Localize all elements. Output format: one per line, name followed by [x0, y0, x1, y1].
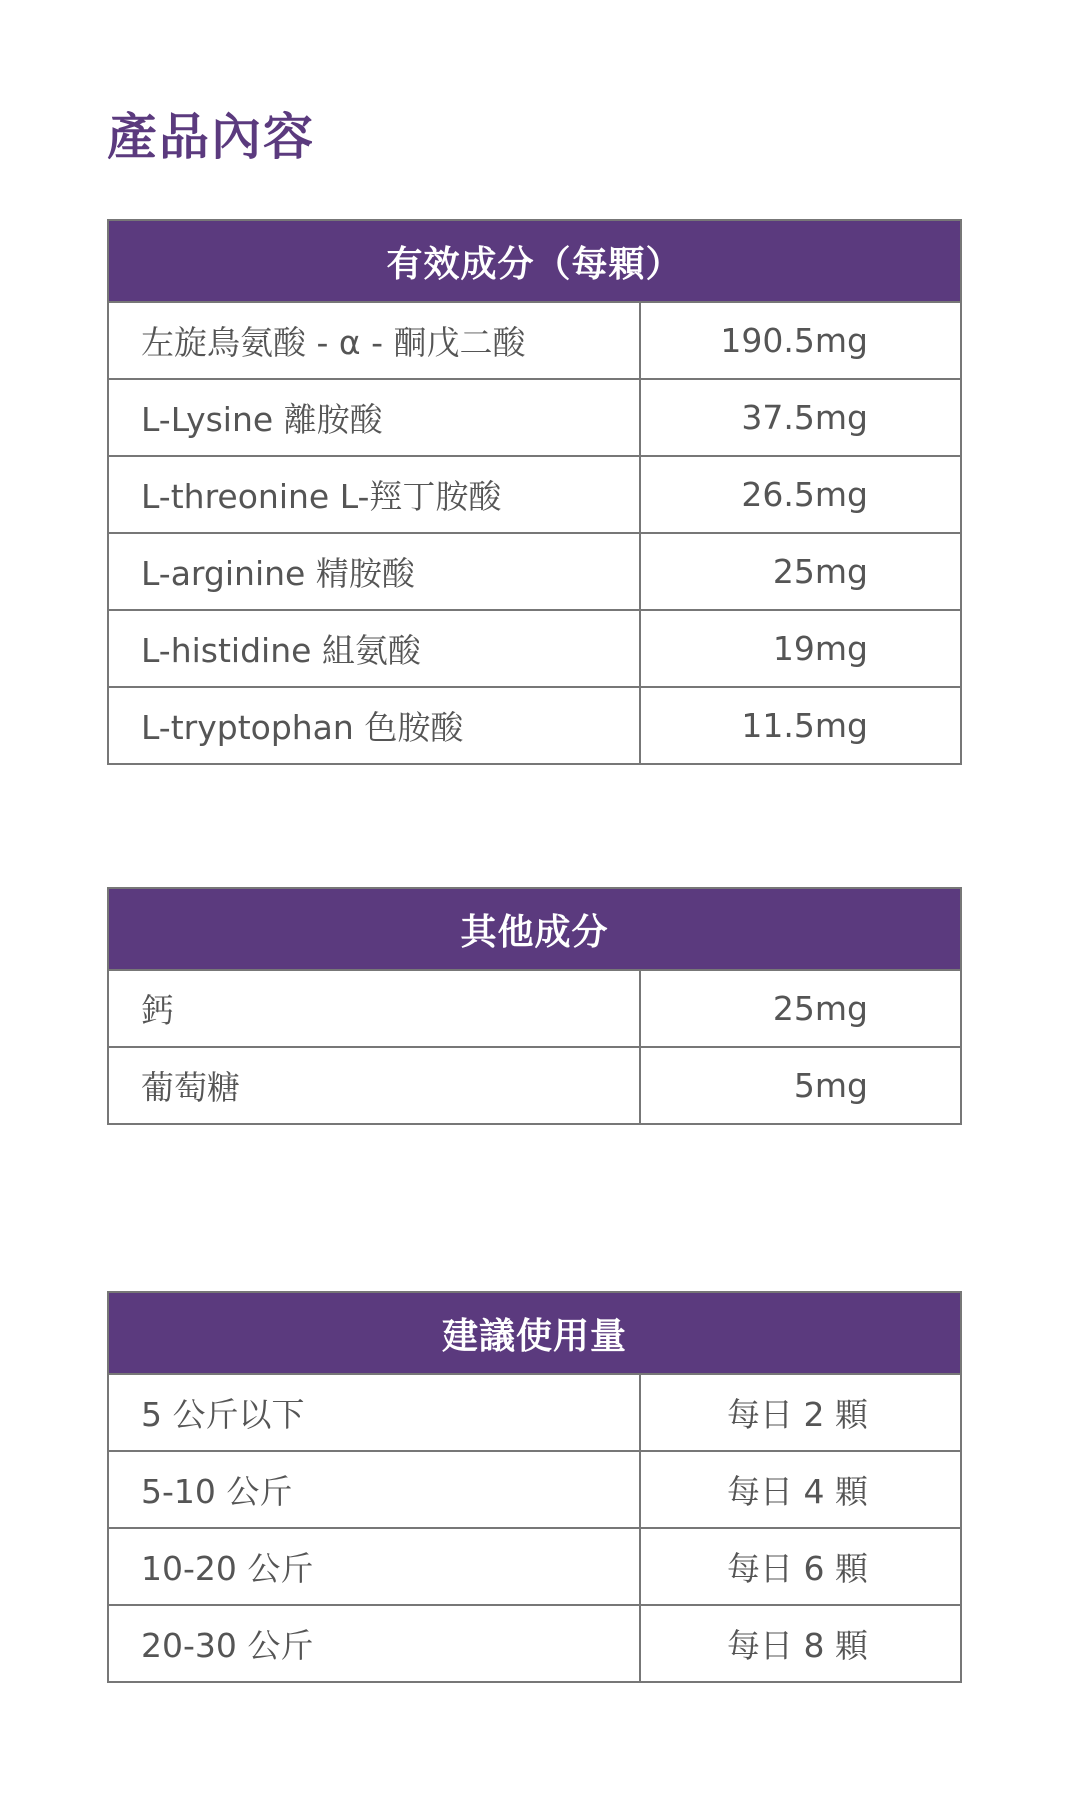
ingredient-name: 葡萄糖	[109, 1048, 641, 1123]
table-header: 其他成分	[109, 889, 960, 969]
ingredient-name: 鈣	[109, 971, 641, 1046]
table-row	[109, 686, 960, 763]
table-row	[109, 532, 960, 609]
table-row	[109, 1373, 960, 1450]
dosage-table	[107, 1291, 962, 1683]
daily-dose: 每日 2 顆	[727, 1395, 868, 1434]
table-row	[109, 1604, 960, 1681]
table-row	[109, 378, 960, 455]
ingredient-amount: 25mg	[772, 552, 868, 591]
weight-range: 10-20 公斤	[109, 1529, 641, 1604]
table-row	[109, 1046, 960, 1123]
table-row	[109, 969, 960, 1046]
table-row	[109, 1450, 960, 1527]
table-header: 建議使用量	[109, 1293, 960, 1373]
page-title: 產品內容	[107, 108, 315, 166]
ingredient-name: L-histidine 組氨酸	[109, 611, 641, 686]
ingredient-amount: 25mg	[772, 989, 868, 1028]
daily-dose: 每日 6 顆	[727, 1549, 868, 1588]
ingredient-name: L-Lysine 離胺酸	[109, 380, 641, 455]
weight-range: 20-30 公斤	[109, 1606, 641, 1681]
ingredient-name: L-tryptophan 色胺酸	[109, 688, 641, 763]
ingredient-name: 左旋鳥氨酸 - α - 酮戊二酸	[109, 303, 641, 378]
ingredient-amount: 19mg	[772, 629, 868, 668]
ingredient-amount: 5mg	[793, 1066, 868, 1105]
table-row	[109, 609, 960, 686]
other-ingredients-table	[107, 887, 962, 1125]
table-row	[109, 301, 960, 378]
ingredient-name: L-threonine L-羥丁胺酸	[109, 457, 641, 532]
ingredient-amount: 37.5mg	[741, 398, 868, 437]
ingredient-name: L-arginine 精胺酸	[109, 534, 641, 609]
daily-dose: 每日 4 顆	[727, 1472, 868, 1511]
table-header: 有效成分（每顆）	[109, 221, 960, 301]
daily-dose: 每日 8 顆	[727, 1626, 868, 1665]
table-row	[109, 455, 960, 532]
weight-range: 5 公斤以下	[109, 1375, 641, 1450]
active-ingredients-table	[107, 219, 962, 765]
ingredient-amount: 26.5mg	[741, 475, 868, 514]
ingredient-amount: 11.5mg	[741, 706, 868, 745]
ingredient-amount: 190.5mg	[720, 321, 868, 360]
table-row	[109, 1527, 960, 1604]
weight-range: 5-10 公斤	[109, 1452, 641, 1527]
